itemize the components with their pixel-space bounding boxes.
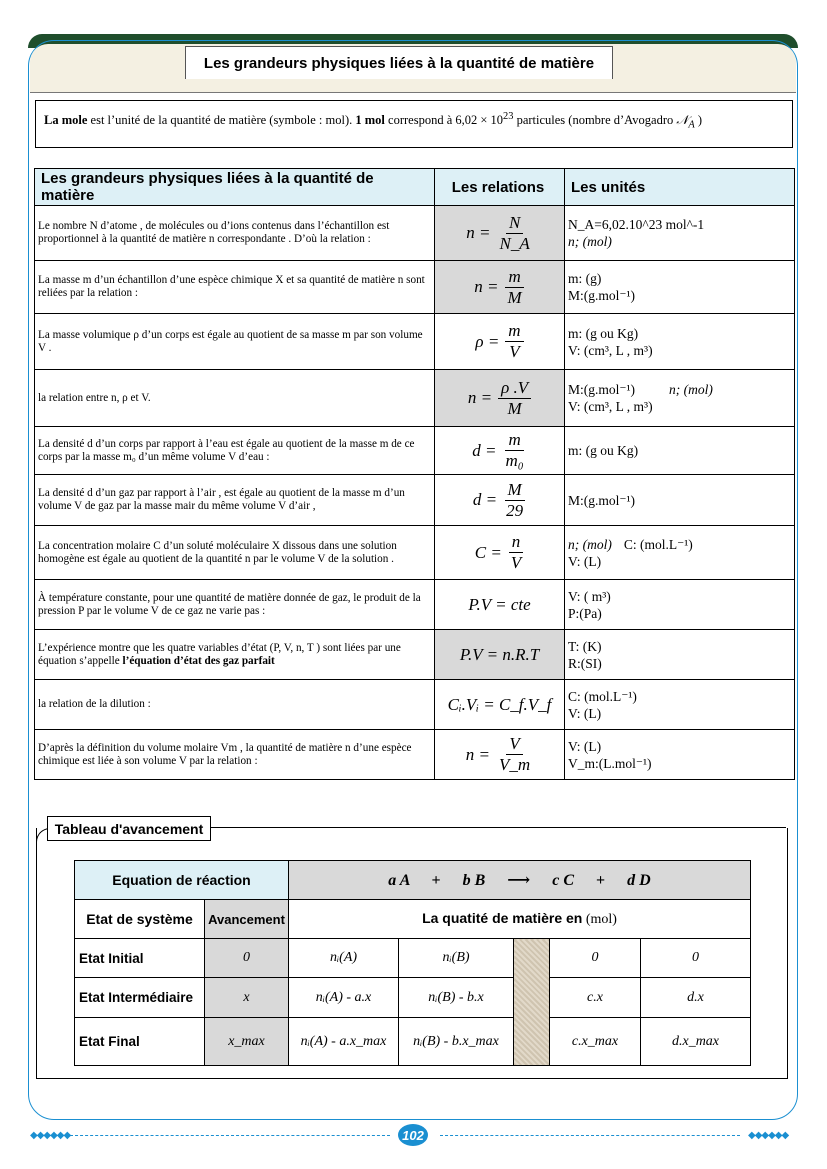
unit-line-1: M:(g.mol⁻¹) <box>568 382 636 397</box>
footer-line-right <box>440 1135 740 1136</box>
footer-ornament-left: ◆◆◆◆◆◆ <box>30 1130 71 1141</box>
avogadro-subscript: A <box>688 119 695 131</box>
relation-denominator: M <box>507 287 522 307</box>
row-units <box>565 314 795 370</box>
row-units <box>565 630 795 680</box>
row-description: À température constante, pour une quantité de matière donnée de gaz, le produit de la pression P par le volume V de ce gaz ne varie pas : <box>35 580 435 630</box>
row-units <box>565 475 795 526</box>
row-description: D’après la définition du volume molaire Vm , la quantité de matière n d’une espèce chimique est liée à son volume V par la relation : <box>35 730 435 780</box>
header-quantities: Les grandeurs physiques liées à la quantité de matière <box>35 169 435 206</box>
table-row <box>35 314 795 370</box>
quantity-b: nᵢ(B) <box>399 939 514 978</box>
footer-line-left <box>70 1135 390 1136</box>
unit-line-2: V_m:(L.mol⁻¹) <box>568 755 652 771</box>
reaction-arrow: ⟶ <box>507 872 531 889</box>
relation-lhs: d = <box>472 490 498 509</box>
table-row <box>35 427 795 475</box>
row-relation <box>435 261 565 314</box>
unit-line-1: M:(g.mol⁻¹) <box>568 492 636 508</box>
relation-denominator: 29 <box>506 500 524 520</box>
relation-lhs: n = <box>474 277 499 296</box>
row-description: la relation de la dilution : <box>35 680 435 730</box>
unit-line-1: m: (g ou Kg) <box>568 443 639 458</box>
relation-numerator: V <box>506 734 522 755</box>
row-description: La masse volumique ρ d’un corps est égale au quotient de sa masse m par son volume V . <box>35 314 435 370</box>
product-c: c C <box>552 872 575 889</box>
intro-text-2: correspond à 6,02 × 10 <box>384 113 504 128</box>
table-row <box>35 680 795 730</box>
unit-line-1: V: ( m³) <box>568 588 611 604</box>
table-row <box>35 370 795 427</box>
unit-line-2: R:(SI) <box>568 655 602 671</box>
row-units <box>565 261 795 314</box>
relation-lhs: n = <box>466 223 491 242</box>
row-units <box>565 526 795 580</box>
row-relation <box>435 427 565 475</box>
row-relation: P.V = cte <box>435 580 565 630</box>
unit-line-1: T: (K) <box>568 638 602 654</box>
unit-line-2: M:(g.mol⁻¹) <box>568 288 636 303</box>
table-row <box>75 939 751 978</box>
table-header-row <box>35 169 795 206</box>
row-description-text: L’expérience montre que les quatre variables d’état (P, V, n, T ) sont liées par une équation s’appelle <box>38 641 401 667</box>
unit-line-2: V: (L) <box>568 705 602 721</box>
advancement-frame-top <box>211 827 786 828</box>
relation-denominator: V <box>509 342 520 361</box>
quantity-header <box>289 900 751 939</box>
reactant-a: a A <box>388 872 410 889</box>
unit-line-2: V: (cm³, L , m³) <box>568 399 653 414</box>
intro-exponent: 23 <box>503 111 514 122</box>
intro-text-4: ) <box>694 113 703 128</box>
row-units <box>565 730 795 780</box>
row-units <box>565 206 795 261</box>
row-relation <box>435 475 565 526</box>
row-relation <box>435 206 565 261</box>
relation-numerator: ρ .V <box>498 378 531 399</box>
unit-line-2: V: (L) <box>568 553 602 569</box>
mole-term: La mole <box>44 113 88 128</box>
table-row <box>35 730 795 780</box>
advancement-value: 0 <box>205 939 289 978</box>
relation-numerator: n <box>509 532 524 553</box>
plus-sign: + <box>431 872 441 889</box>
row-relation: P.V = n.R.T <box>435 630 565 680</box>
relation-lhs: n = <box>465 744 491 764</box>
row-units <box>565 680 795 730</box>
quantity-c: 0 <box>550 939 641 978</box>
state-label: Etat Intermédiaire <box>75 978 205 1018</box>
relation-numerator: N <box>506 213 523 234</box>
relation-denominator: V_m <box>499 755 531 774</box>
page-number: 102 <box>398 1124 428 1146</box>
relations-table <box>34 168 795 780</box>
table-row <box>35 206 795 261</box>
advancement-value: x <box>205 978 289 1018</box>
unit-line-2: P:(Pa) <box>568 605 602 621</box>
intro-text-1: est l’unité de la quantité de matière (symbole : mol). <box>87 113 356 128</box>
quantity-d: d.x <box>641 978 751 1018</box>
quantity-d: d.x_max <box>641 1018 751 1066</box>
table-row <box>35 526 795 580</box>
arrow-column-texture <box>514 939 550 1066</box>
ideal-gas-term: l’équation d’état des gaz parfait <box>122 654 275 667</box>
quantity-unit: (mol) <box>585 912 617 927</box>
row-description <box>35 630 435 680</box>
unit-line-1a: n; (mol) <box>568 536 612 552</box>
quantity-c: c.x <box>550 978 641 1018</box>
relation-lhs: ρ = <box>475 331 500 351</box>
unit-line-1: m: (g ou Kg) <box>568 325 639 341</box>
row-relation <box>435 526 565 580</box>
quantity-header-text: La quatité de matière en <box>422 910 583 926</box>
row-relation <box>435 314 565 370</box>
quantity-d: 0 <box>641 939 751 978</box>
state-label: Etat Initial <box>75 939 205 978</box>
relation-lhs: d = <box>472 440 497 460</box>
quantity-a: nᵢ(A) - a.x_max <box>289 1018 399 1066</box>
row-description: Le nombre N d’atome , de molécules ou d’ions contenus dans l’échantillon est proportionnel à la quantité de matière n correspondante . D’où la relation : <box>35 206 435 261</box>
table-row <box>75 978 751 1018</box>
row-relation <box>435 370 565 427</box>
relation-denominator: N_A <box>499 233 530 253</box>
unit-line-1: m: (g) <box>568 271 602 286</box>
mole-definition <box>35 100 793 148</box>
unit-line-1b: n; (mol) <box>669 382 713 397</box>
quantity-b: nᵢ(B) - b.x <box>399 978 514 1018</box>
row-description: La masse m d’un échantillon d’une espèce chimique X et sa quantité de matière n sont reliées par la relation : <box>35 261 435 314</box>
one-mol-term: 1 mol <box>355 113 385 128</box>
row-relation: Cᵢ.Vᵢ = C_f.V_f <box>435 680 565 730</box>
intro-text-3: particules (nombre d’Avogadro <box>513 113 677 128</box>
reaction-equation <box>289 861 751 900</box>
unit-line-1: V: (L) <box>568 738 602 754</box>
advancement-table <box>74 860 751 1066</box>
row-units <box>565 427 795 475</box>
relation-numerator: m <box>505 321 523 342</box>
relation-lhs: C = <box>474 542 502 562</box>
equation-row <box>75 861 751 900</box>
row-description: La densité d d’un gaz par rapport à l’air , est égale au quotient de la masse m d’un volume V de gaz par la masse mair du même volume V d’air , <box>35 475 435 526</box>
row-description: la relation entre n, ρ et V. <box>35 370 435 427</box>
quantity-a: nᵢ(A) - a.x <box>289 978 399 1018</box>
advancement-title: Tableau d'avancement <box>47 816 211 841</box>
row-relation <box>435 730 565 780</box>
unit-line-1: N_A=6,02.10^23 mol^-1 <box>568 217 705 232</box>
row-units <box>565 580 795 630</box>
subheader-row <box>75 900 751 939</box>
reactant-b: b B <box>462 872 486 889</box>
plus-sign: + <box>596 872 606 889</box>
relation-numerator: m <box>505 267 523 288</box>
row-description: La concentration molaire C d’un soluté moléculaire X dissous dans une solution homogène est égale au quotient de la quantité n par le volume V de la solution . <box>35 526 435 580</box>
footer-ornament-right: ◆◆◆◆◆◆ <box>748 1130 789 1141</box>
quantity-c: c.x_max <box>550 1018 641 1066</box>
header-relations: Les relations <box>435 169 565 206</box>
relation-numerator: M <box>505 480 525 501</box>
table-row <box>75 1018 751 1066</box>
row-units <box>565 370 795 427</box>
page-title: Les grandeurs physiques liées à la quantité de matière <box>185 46 613 79</box>
unit-line-2: V: (cm³, L , m³) <box>568 342 653 358</box>
advancement-value: x_max <box>205 1018 289 1066</box>
table-row <box>35 475 795 526</box>
avogadro-symbol: 𝒩 <box>676 113 689 128</box>
unit-line-1: C: (mol.L⁻¹) <box>623 536 693 552</box>
relation-numerator: m <box>505 430 523 451</box>
table-row <box>35 630 795 680</box>
relation-denominator: M <box>507 398 522 418</box>
product-d: d D <box>627 872 651 889</box>
relation-denominator: V <box>510 553 522 572</box>
quantity-a: nᵢ(A) <box>289 939 399 978</box>
relation-lhs: n = <box>467 388 493 407</box>
equation-header: Equation de réaction <box>75 861 289 900</box>
etat-header: Etat de système <box>75 900 205 939</box>
table-row <box>35 580 795 630</box>
avancement-header: Avancement <box>205 900 289 939</box>
quantity-b: nᵢ(B) - b.x_max <box>399 1018 514 1066</box>
table-row <box>35 261 795 314</box>
unit-line-2: n; (mol) <box>568 234 612 249</box>
header-units: Les unités <box>565 169 795 206</box>
state-label: Etat Final <box>75 1018 205 1066</box>
unit-line-1: C: (mol.L⁻¹) <box>568 688 637 704</box>
row-description: La densité d d’un corps par rapport à l’eau est égale au quotient de la masse m de ce corps par la masse m₀ d’un même volume V d’eau : <box>35 427 435 475</box>
relation-denominator: m₀ <box>505 451 524 470</box>
